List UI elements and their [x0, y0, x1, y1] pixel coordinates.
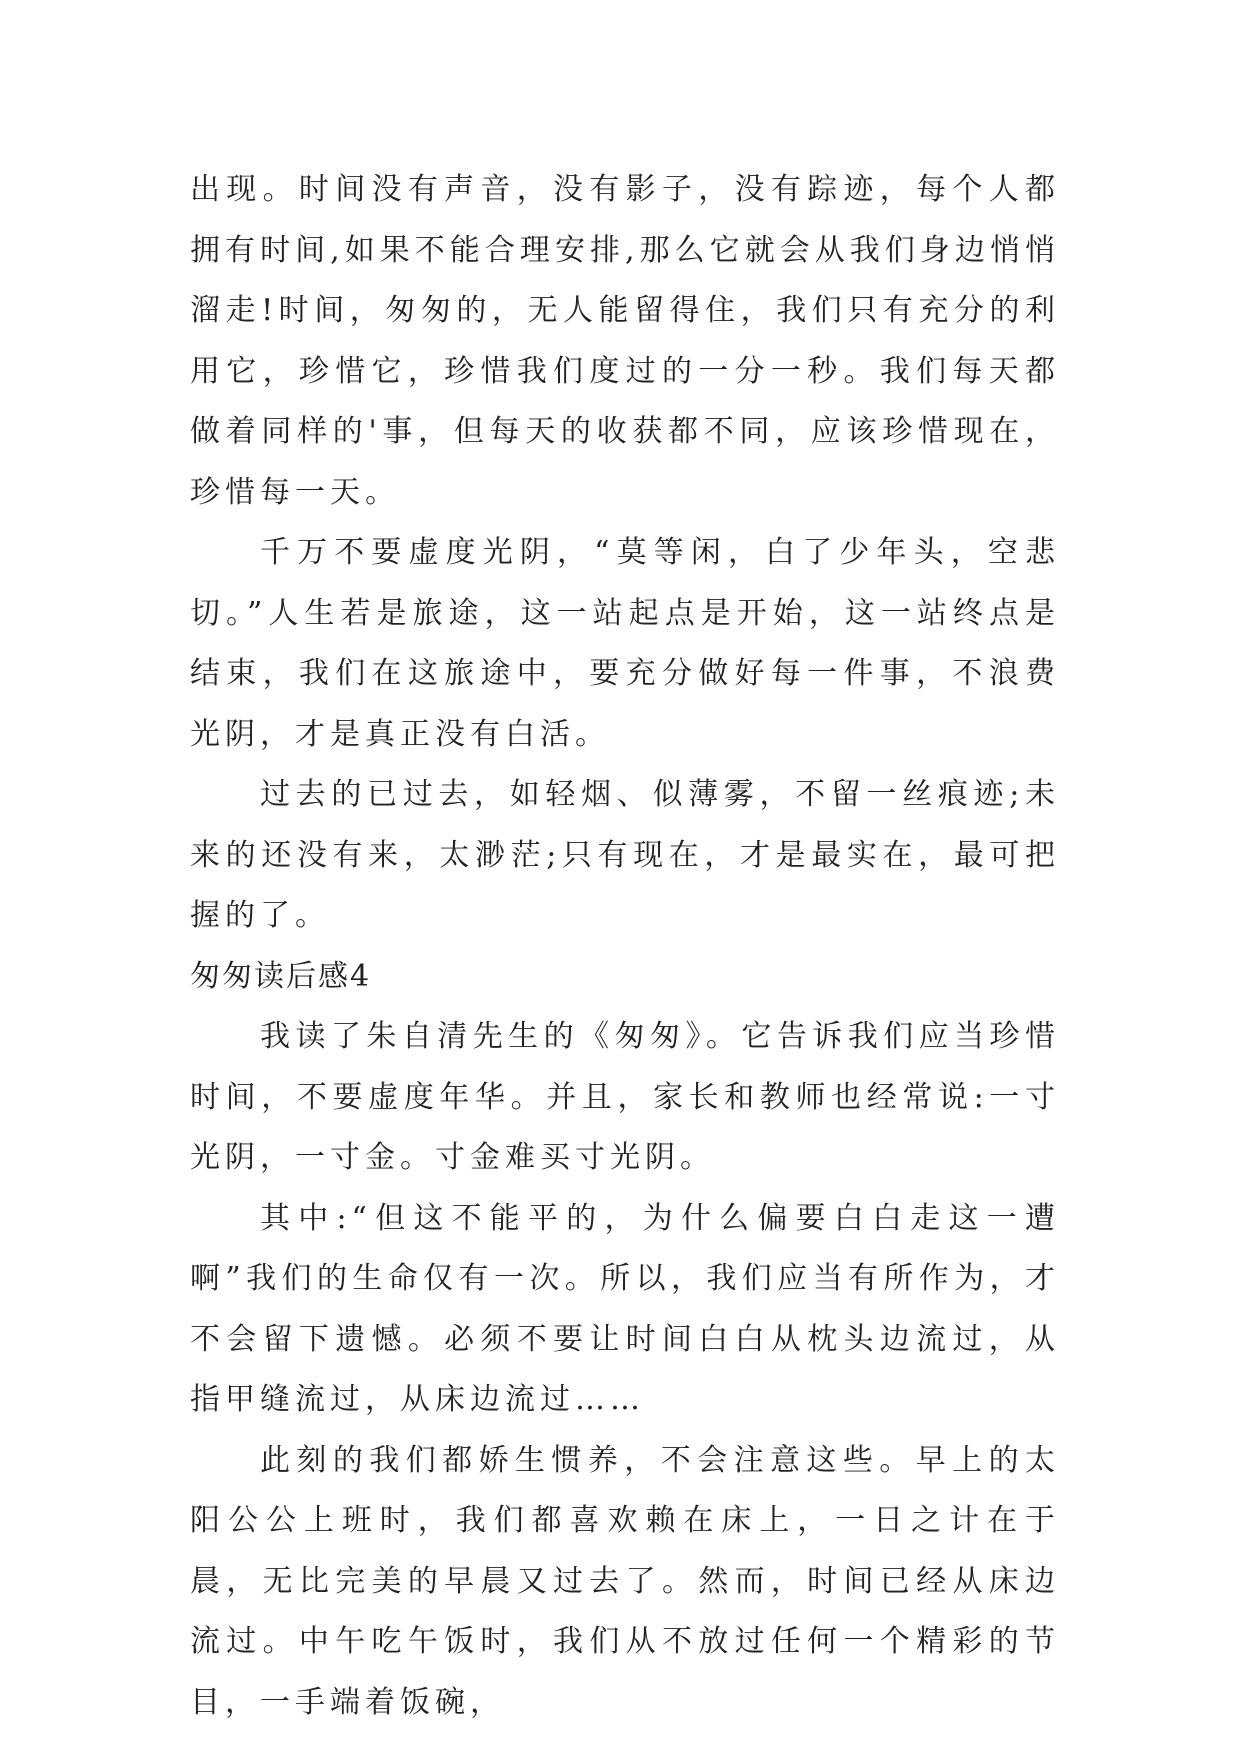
paragraph-past-and-future: 过去的已过去，如轻烟、似薄雾，不留一丝痕迹;未来的还没有来，太渺茫;只有现在，才是最实在，最可把握的了。	[190, 777, 1060, 933]
section-heading: 匆匆读后感4	[190, 958, 372, 994]
paragraph-continuation: 出现。时间没有声音，没有影子，没有踪迹，每个人都拥有时间,如果不能合理安排,那么它就会从我们身边悄悄溜走!时间，匆匆的，无人能留得住，我们只有充分的利用它，珍惜它，珍惜我们度过的一分一秒。我们每天都做着同样的'事，但每天的收获都不同，应该珍惜现在，珍惜每一天。	[190, 172, 1060, 510]
paragraph-cherish-time: 千万不要虚度光阴，“莫等闲，白了少年头，空悲切。”人生若是旅途，这一站起点是开始，这一站终点是结束，我们在这旅途中，要充分做好每一件事，不浪费光阴，才是真正没有白活。	[190, 535, 1060, 752]
document-body	[190, 160, 1060, 1733]
paragraph-daily-life: 此刻的我们都娇生惯养，不会注意这些。早上的太阳公公上班时，我们都喜欢赖在床上，一日之计在于晨，无比完美的早晨又过去了。然而，时间已经从床边流过。中午吃午饭时，我们从不放过任何一个精彩的节目，一手端着饭碗，	[190, 1442, 1060, 1720]
paragraph-reading-intro: 我读了朱自清先生的《匆匆》。它告诉我们应当珍惜时间，不要虚度年华。并且，家长和教师也经常说:一寸光阴，一寸金。寸金难买寸光阴。	[190, 1019, 1060, 1175]
paragraph-quote: 其中:“但这不能平的，为什么偏要白白走这一遭啊”我们的生命仅有一次。所以，我们应当有所作为，才不会留下遗憾。必须不要让时间白白从枕头边流过，从指甲缝流过，从床边流过……	[190, 1200, 1060, 1417]
